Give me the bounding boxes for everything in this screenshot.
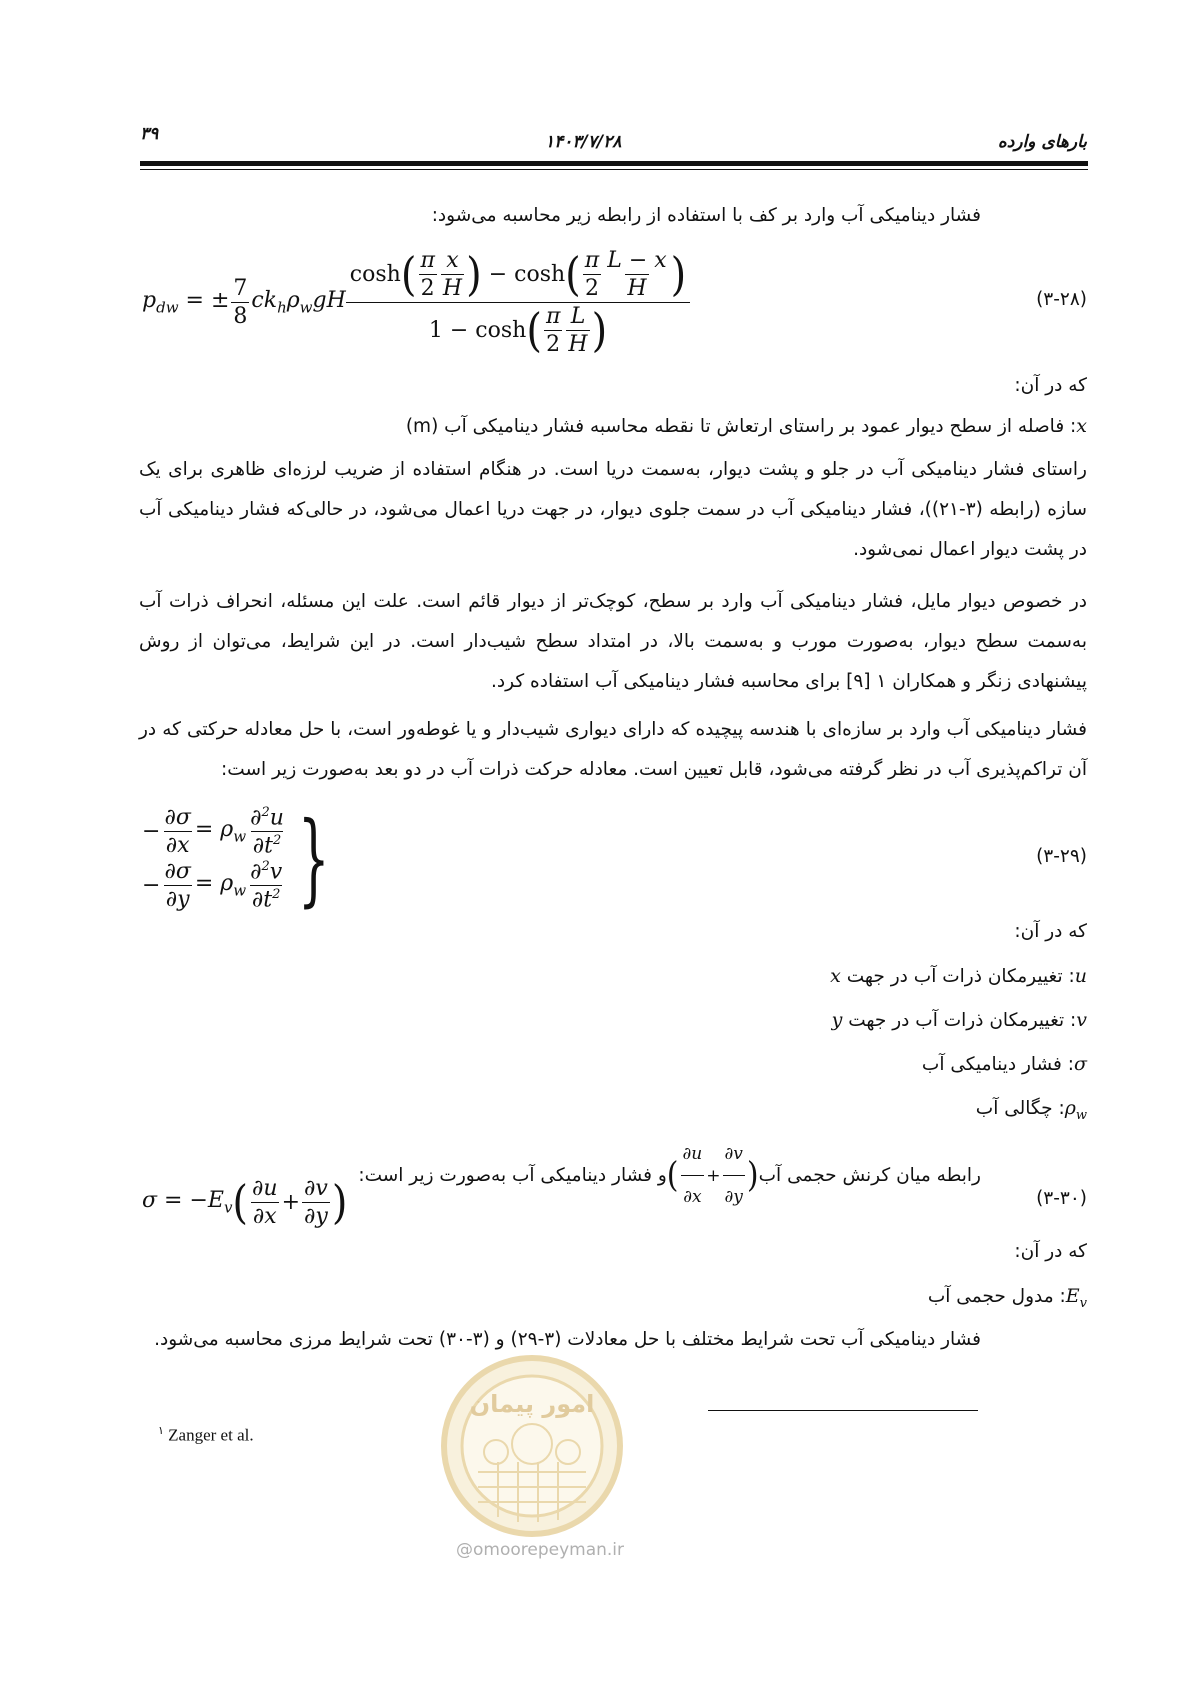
equation-3-28: $p_{dw}$ = ± $\frac{7}{8}$ $ck_h\rho_wgH$ cosh ( $\frac{\pi}{2}$ $\frac{x}{H}$ ) − cosh ( $\frac{\pi}{2}$ $\frac{L - x}{H}$ ) 1 − cosh ( $\frac{\pi}{2}$ $\frac{L}{H}$ )	[142, 248, 690, 357]
symbol-u: u	[1074, 965, 1087, 987]
equation-number-3-30: (۳-۳۰)	[1036, 1188, 1087, 1209]
symbol-rho: $\rho_w$	[1064, 1097, 1087, 1123]
definition-v-text: : تغییرمکان ذرات آب در جهت	[842, 1010, 1077, 1031]
page-number: ۳۹	[140, 124, 159, 144]
footnote-text: Zanger et al.	[168, 1425, 254, 1445]
relation-before: رابطه میان کرنش حجمی آب	[758, 1164, 981, 1186]
symbol-Ev: $E_v$	[1065, 1285, 1087, 1311]
where-label-3: که در آن:	[1014, 1241, 1087, 1262]
chapter-title: بارهای وارده	[997, 132, 1087, 152]
footnote	[158, 1424, 254, 1446]
definition-rho-text: : چگالی آب	[975, 1098, 1065, 1119]
watermark-logo-text: امور پیمان	[469, 1390, 595, 1418]
volumetric-strain-expression: ( $\frac{\partial u}{\partial x}$ + $\frac{\partial v}{\partial y}$ )	[667, 1134, 759, 1217]
at-icon: @	[456, 1540, 473, 1560]
equation-number-3-28: (۳-۲۸)	[1036, 289, 1087, 310]
relation-after: و فشار دینامیکی آب به‌صورت زیر است:	[358, 1164, 667, 1186]
equation-3-30: $\sigma = -E_v$ ( $\frac{\partial u}{\partial x}$ + $\frac{\partial v}{\partial y}$ )	[142, 1176, 348, 1229]
definition-Ev-text: : مدول حجمی آب	[927, 1286, 1066, 1307]
definition-u-text: : تغییرمکان ذرات آب در جهت	[840, 966, 1075, 987]
definition-sigma-text: : فشار دینامیکی آب	[921, 1054, 1075, 1075]
direction-x: x	[830, 965, 841, 987]
paragraph-3: فشار دینامیکی آب وارد بر سازه‌ای با هندسه پیچیده که دارای دیواری شیب‌دار و یا غوطه‌ور است، با حل معادله حرکتی که در آن تراکم‌پذیری آب در نظر گرفته می‌شود، قابل تعیین است. معادله حرکت ذرات آب در دو بعد به‌صورت زیر است:	[139, 719, 1087, 780]
where-label-2: که در آن:	[1014, 921, 1087, 942]
definition-x-text: : فاصله از سطح دیوار عمود بر راستای ارتعاش تا نقطه محاسبه فشار دینامیکی آب (m)	[405, 416, 1077, 437]
watermark-logo	[438, 1352, 626, 1540]
header-date: ۱۴۰۳/۷/۲۸	[545, 132, 622, 152]
definition-rho	[976, 1088, 1087, 1136]
header-rule-thick	[140, 161, 1088, 166]
intro-text: فشار دینامیکی آب وارد بر کف با استفاده از رابطه زیر محاسبه می‌شود:	[431, 205, 981, 226]
equation-number-3-29: (۳-۲۹)	[1036, 846, 1087, 867]
definition-v	[832, 1000, 1087, 1041]
where-label: که در آن:	[1014, 375, 1087, 396]
relation-text	[358, 1134, 981, 1217]
paragraph-2: در خصوص دیوار مایل، فشار دینامیکی آب وارد بر سطح، کوچک‌تر از دیوار قائم است. علت این مسئله، انحراف ذرات آب به‌سمت سطح دیوار، به‌صورت مورب و به‌سمت بالا، در امتداد سطح شیب‌دار است. در این شرایط، می‌توان از روش پیشنهادی زنگر و همکاران ۱ [۹] برای محاسبه فشار دینامیکی آب استفاده کرد.	[139, 591, 1087, 692]
final-sentence: فشار دینامیکی آب تحت شرایط مختلف با حل معادلات (۳-۲۹) و (۳-۳۰) تحت شرایط مرزی محاسبه می‌شود.	[154, 1329, 981, 1350]
symbol-v: v	[1076, 1009, 1087, 1031]
symbol-x: x	[1076, 415, 1087, 437]
watermark-url: @omoorepeyman.ir	[456, 1540, 625, 1560]
direction-y: y	[831, 1009, 843, 1031]
paragraph-1: راستای فشار دینامیکی آب در جلو و پشت دیوار، به‌سمت دریا است. در هنگام استفاده از ضریب لرزه‌ای ظاهری برای یک سازه (رابطه (۳-۲۱))، فشار دینامیکی آب در سمت جلوی دیوار، در جهت دریا اعمال می‌شود، در حالی‌که فشار دینامیکی آب در پشت دیوار اعمال نمی‌شود.	[139, 459, 1088, 560]
definition-x	[406, 406, 1087, 447]
definition-Ev	[928, 1276, 1087, 1324]
footnote-rule	[708, 1410, 978, 1411]
symbol-sigma: σ	[1074, 1053, 1087, 1075]
definition-u	[830, 956, 1087, 997]
definition-sigma	[922, 1044, 1087, 1085]
footnote-mark: ۱	[158, 1425, 164, 1437]
header-rule-thin	[140, 169, 1088, 170]
equation-3-29: − $\frac{\partial\sigma}{\partial x}$ = $\rho_w$ $\frac{\partial^2u}{\partial t^2}$ − $\frac{\partial\sigma}{\partial y}$ = $\rho_w$ $\frac{\partial^2v}{\partial t^2}$ }	[142, 800, 330, 917]
